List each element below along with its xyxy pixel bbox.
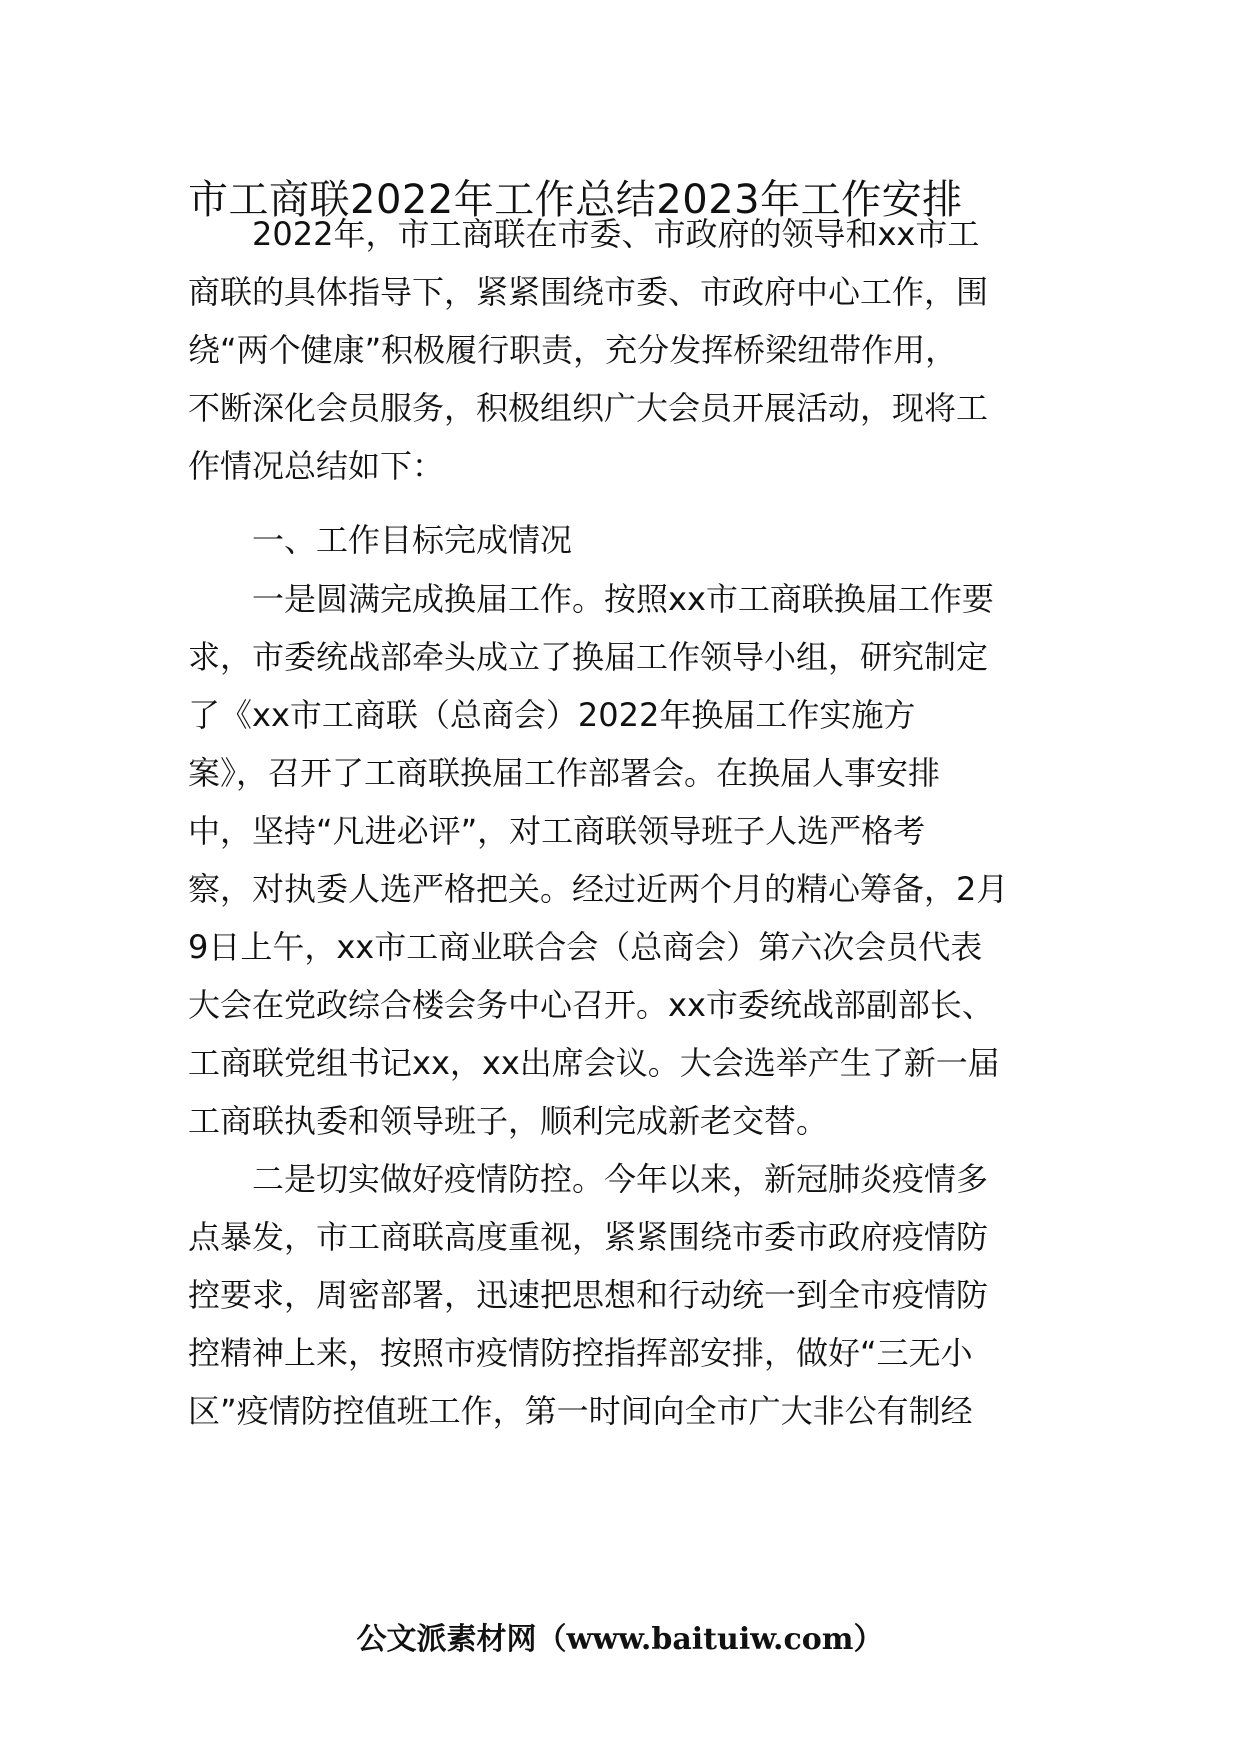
footer-watermark: 公文派素材网（www.baituiw.com） [356,1622,884,1657]
body-line: 了《xx市工商联（总商会）2022年换届工作实施方 [188,696,916,734]
document-title: 市工商联2022年工作总结2023年工作安排 [188,177,963,223]
body-line: 一是圆满完成换届工作。按照xx市工商联换届工作要 [188,580,994,618]
body-line: 控精神上来，按照市疫情防控指挥部安排，做好“三无小 [188,1334,973,1372]
body-line: 工商联执委和领导班子，顺利完成新老交替。 [188,1102,829,1140]
body-line: 点暴发，市工商联高度重视，紧紧围绕市委市政府疫情防 [188,1218,989,1256]
body-line: 9日上午，xx市工商业联合会（总商会）第六次会员代表 [188,928,983,966]
body-line: 商联的具体指导下，紧紧围绕市委、市政府中心工作，围 [188,273,989,311]
body-line: 绕“两个健康”积极履行职责，充分发挥桥梁纽带作用， [188,331,958,369]
body-line: 工商联党组书记xx，xx出席会议。大会选举产生了新一届 [188,1044,1000,1082]
body-line: 控要求，周密部署，迅速把思想和行动统一到全市疫情防 [188,1276,989,1314]
body-line: 案》，召开了工商联换届工作部署会。在换届人事安排 [188,754,941,792]
body-line: 不断深化会员服务，积极组织广大会员开展活动，现将工 [188,389,989,427]
body-line: 大会在党政综合楼会务中心召开。xx市委统战部副部长、 [188,986,994,1024]
body-line: 中，坚持“凡进必评”，对工商联领导班子人选严格考 [188,812,926,850]
body-line: 作情况总结如下： [188,447,445,485]
body-line: 察，对执委人选严格把关。经过近两个月的精心筹备，2月 [188,870,1009,908]
body-line: 2022年，市工商联在市委、市政府的领导和xx市工 [188,215,980,253]
body-line: 区”疫情防控值班工作，第一时间向全市广大非公有制经 [188,1392,973,1430]
body-line: 求，市委统战部牵头成立了换届工作领导小组，研究制定 [188,638,989,676]
body-line: 二是切实做好疫情防控。今年以来，新冠肺炎疫情多 [188,1160,989,1198]
section-heading: 一、工作目标完成情况 [188,521,573,559]
